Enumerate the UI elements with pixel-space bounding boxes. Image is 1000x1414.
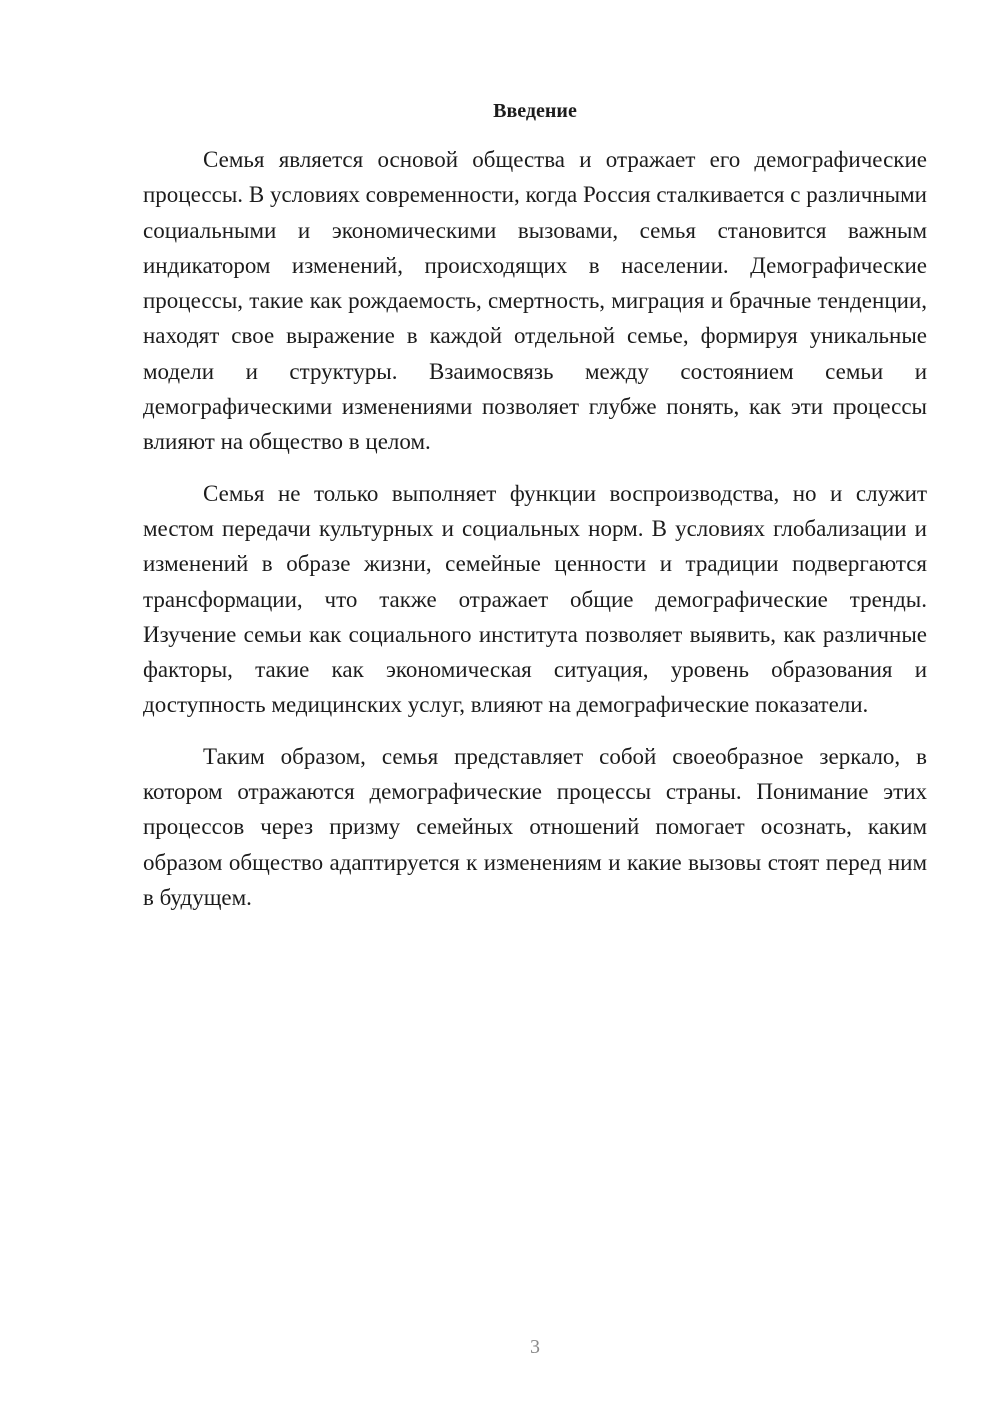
paragraph-2: Семья не только выполняет функции воспроизводства, но и служит местом передачи культурных и социальных норм. В условиях глобализации и изменений в образе жизни, семейные ценности и традиции подвергаются трансформации, что также отражает общие демографические тренды. Изучение семьи как социального института позволяет выявить, как различные факторы, такие как экономическая ситуация, уровень образования и доступность медицинских услуг, влияют на демографические показатели. bbox=[143, 480, 927, 718]
section-heading: Введение bbox=[493, 100, 577, 122]
paragraph-3: Таким образом, семья представляет собой своеобразное зеркало, в котором отражаются демографические процессы страны. Понимание этих процессов через призму семейных отношений помогает осознать, каким образом общество адаптируется к изменениям и какие вызовы стоят перед ним в будущем. bbox=[143, 743, 927, 910]
page-number: 3 bbox=[530, 1336, 540, 1358]
paragraph-1: Семья является основой общества и отражает его демографические процессы. В условиях современности, когда Россия сталкивается с различными социальными и экономическими вызовами, семья становится важным индикатором изменений, происходящих в населении. Демографические процессы, такие как рождаемость, смертность, миграция и брачные тенденции, находят свое выражение в каждой отдельной семье, формируя уникальные модели и структуры. Взаимосвязь между состоянием семьи и демографическими изменениями позволяет глубже понять, как эти процессы влияют на общество в целом. bbox=[143, 147, 927, 455]
body-text bbox=[143, 142, 927, 931]
